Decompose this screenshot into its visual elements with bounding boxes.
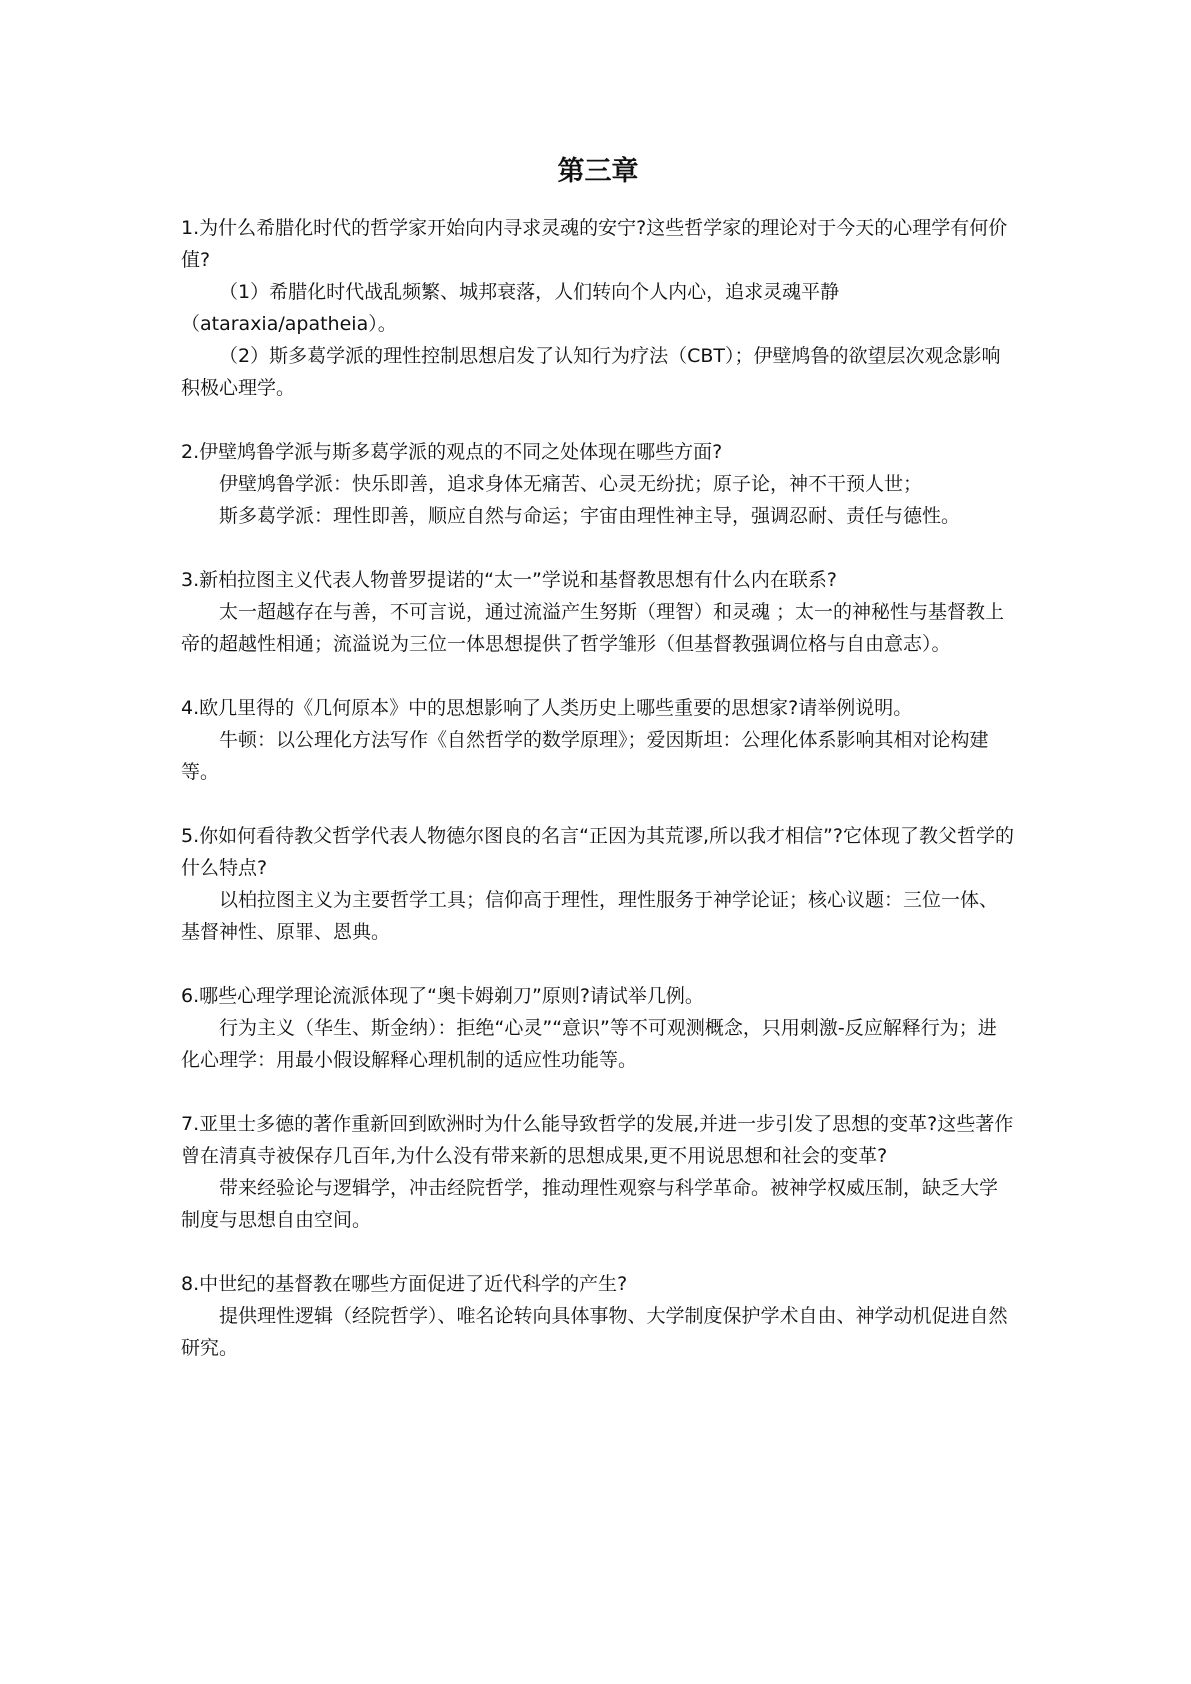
qa-item-7 (181, 1108, 1015, 1236)
question-text: 1.为什么希腊化时代的哲学家开始向内寻求灵魂的安宁?这些哲学家的理论对于今天的心理学有何价值? (181, 217, 1008, 271)
question-text: 8.中世纪的基督教在哪些方面促进了近代科学的产生? (181, 1273, 628, 1295)
answer-text: 太一超越存在与善，不可言说，通过流溢产生努斯（理智）和灵魂 ；太一的神秘性与基督教上帝的超越性相通；流溢说为三位一体思想提供了哲学雏形（但基督教强调位格与自由意志）。 (181, 601, 1005, 655)
answer-text: 行为主义（华生、斯金纳）：拒绝“心灵”“意识”等不可观测概念，只用刺激-反应解释行为；进化心理学：用最小假设解释心理机制的适应性功能等。 (181, 1017, 997, 1071)
answer-text: 伊壁鸠鲁学派：快乐即善，追求身体无痛苦、心灵无纷扰；原子论，神不干预人世； (219, 473, 923, 495)
answer-text: 斯多葛学派：理性即善，顺应自然与命运；宇宙由理性神主导，强调忍耐、责任与德性。 (219, 505, 961, 527)
answer-text: 以柏拉图主义为主要哲学工具；信仰高于理性，理性服务于神学论证；核心议题：三位一体、基督神性、原罪、恩典。 (181, 889, 999, 943)
qa-item-1 (181, 212, 1015, 404)
qa-item-2 (181, 436, 1015, 532)
question-text: 4.欧几里得的《几何原本》中的思想影响了人类历史上哪些重要的思想家?请举例说明。 (181, 697, 913, 719)
qa-item-5 (181, 820, 1015, 948)
answer-text: 提供理性逻辑（经院哲学）、唯名论转向具体事物、大学制度保护学术自由、神学动机促进自然研究。 (181, 1305, 1008, 1359)
answer-text: （2）斯多葛学派的理性控制思想启发了认知行为疗法（CBT）；伊壁鸠鲁的欲望层次观念影响积极心理学。 (181, 345, 1001, 399)
question-text: 3.新柏拉图主义代表人物普罗提诺的“太一”学说和基督教思想有什么内在联系? (181, 569, 837, 591)
question-text: 2.伊壁鸠鲁学派与斯多葛学派的观点的不同之处体现在哪些方面? (181, 441, 723, 463)
answer-text: （1）希腊化时代战乱频繁、城邦衰落，人们转向个人内心，追求灵魂平静（ataraxia/apatheia）。 (181, 281, 840, 335)
qa-item-6 (181, 980, 1015, 1076)
question-text: 5.你如何看待教父哲学代表人物德尔图良的名言“正因为其荒谬,所以我才相信”?它体现了教父哲学的什么特点? (181, 825, 1014, 879)
answer-text: 带来经验论与逻辑学，冲击经院哲学，推动理性观察与科学革命。被神学权威压制，缺乏大学制度与思想自由空间。 (181, 1177, 999, 1231)
qa-item-4 (181, 692, 1015, 788)
qa-item-8 (181, 1268, 1015, 1364)
chapter-title: 第三章 (557, 156, 639, 187)
answer-text: 牛顿：以公理化方法写作《自然哲学的数学原理》；爱因斯坦：公理化体系影响其相对论构建等。 (181, 729, 989, 783)
qa-item-3 (181, 564, 1015, 660)
question-text: 6.哪些心理学理论流派体现了“奥卡姆剃刀”原则?请试举几例。 (181, 985, 704, 1007)
question-text: 7.亚里士多德的著作重新回到欧洲时为什么能导致哲学的发展,并进一步引发了思想的变革?这些著作曾在清真寺被保存几百年,为什么没有带来新的思想成果,更不用说思想和社会的变革? (181, 1113, 1014, 1167)
